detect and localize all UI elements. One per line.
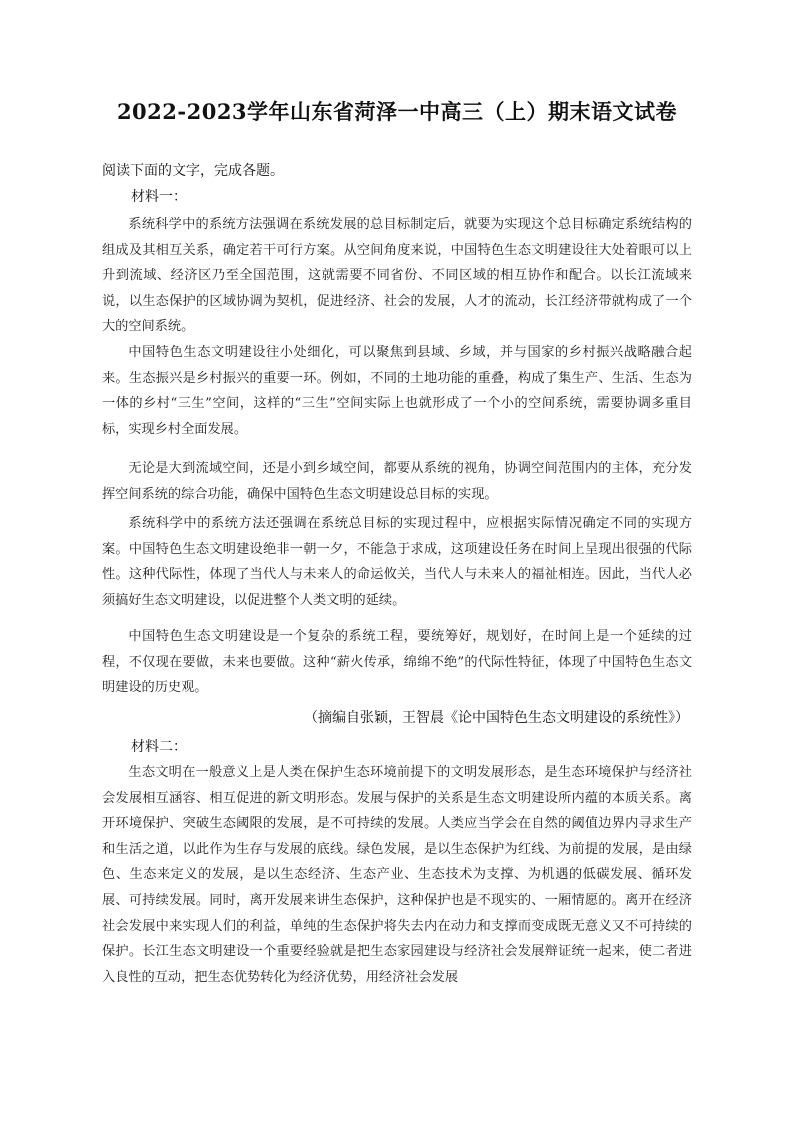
material1-source: （摘编自张颖，王智晨《论中国特色生态文明建设的系统性》）	[304, 710, 689, 726]
material1-paragraph-5: 中国特色生态文明建设是一个复杂的系统工程，要统筹好，规划好，在时间上是一个延续的过程，不仅现在要做，未来也要做。这种“薪火传承，绵绵不绝”的代际性特征，体现了中国特色生态文明建设的历史观。	[102, 629, 692, 696]
exam-title: 2022-2023学年山东省菏泽一中高三（上）期末语文试卷	[116, 99, 678, 124]
material1-heading: 材料一：	[131, 189, 187, 205]
material1-paragraph-4: 系统科学中的系统方法还强调在系统总目标的实现过程中，应根据实际情况确定不同的实现方案。中国特色生态文明建设绝非一朝一夕，不能急于求成，这项建设任务在时间上呈现出很强的代际性。这种代际性，体现了当代人与未来人的命运攸关，当代人与未来人的福祉相连。因此，当代人必须搞好生态文明建设，以促进整个人类文明的延续。	[102, 516, 692, 608]
material1-paragraph-3: 无论是大到流域空间，还是小到乡域空间，都要从系统的视角，协调空间范围内的主体，充分发挥空间系统的综合功能，确保中国特色生态文明建设总目标的实现。	[102, 461, 692, 502]
material2-paragraph-1: 生态文明在一般意义上是人类在保护生态环境前提下的文明发展形态，是生态环境保护与经济社会发展相互涵容、相互促进的新文明形态。发展与保护的关系是生态文明建设所内蕴的本质关系。离开环境保护、突破生态阈限的发展，是不可持续的发展。人类应当学会在自然的阈值边界内寻求生产和生活之道，以此作为生存与发展的底线。绿色发展，是以生态保护为红线、为前提的发展，是由绿色、生态来定义的发展，是以生态经济、生态产业、生态技术为支撑、为机遇的低碳发展、循环发展、可持续发展。同时，离开发展来讲生态保护，这种保护也是不现实的、一厢情愿的。离开在经济社会发展中来实现人们的利益，单纯的生态保护将失去内在动力和支撑而变成既无意义又不可持续的保护。长江生态文明建设一个重要经验就是把生态家园建设与经济社会发展辩证统一起来，使二者进入良性的互动，把生态优势转化为经济优势，用经济社会发展	[102, 765, 692, 985]
reading-instruction: 阅读下面的文字，完成各题。	[102, 163, 284, 179]
material1-paragraph-2: 中国特色生态文明建设往小处细化，可以聚焦到县域、乡域，并与国家的乡村振兴战略融合起来。生态振兴是乡村振兴的重要一环。例如，不同的土地功能的重叠，构成了集生产、生活、生态为一体的乡村“三生”空间，这样的“三生”空间实际上也就形成了一个小的空间系统，需要协调多重目标，实现乡村全面发展。	[102, 345, 692, 437]
material1-paragraph-1: 系统科学中的系统方法强调在系统发展的总目标制定后，就要为实现这个总目标确定系统结构的组成及其相互关系，确定若干可行方案。从空间角度来说，中国特色生态文明建设往大处着眼可以上升到流域、经济区乃至全国范围，这就需要不同省份、不同区域的相互协作和配合。以长江流域来说，以生态保护的区域协调为契机，促进经济、社会的发展，人才的流动，长江经济带就构成了一个大的空间系统。	[102, 217, 692, 335]
material2-heading: 材料二：	[131, 739, 187, 755]
